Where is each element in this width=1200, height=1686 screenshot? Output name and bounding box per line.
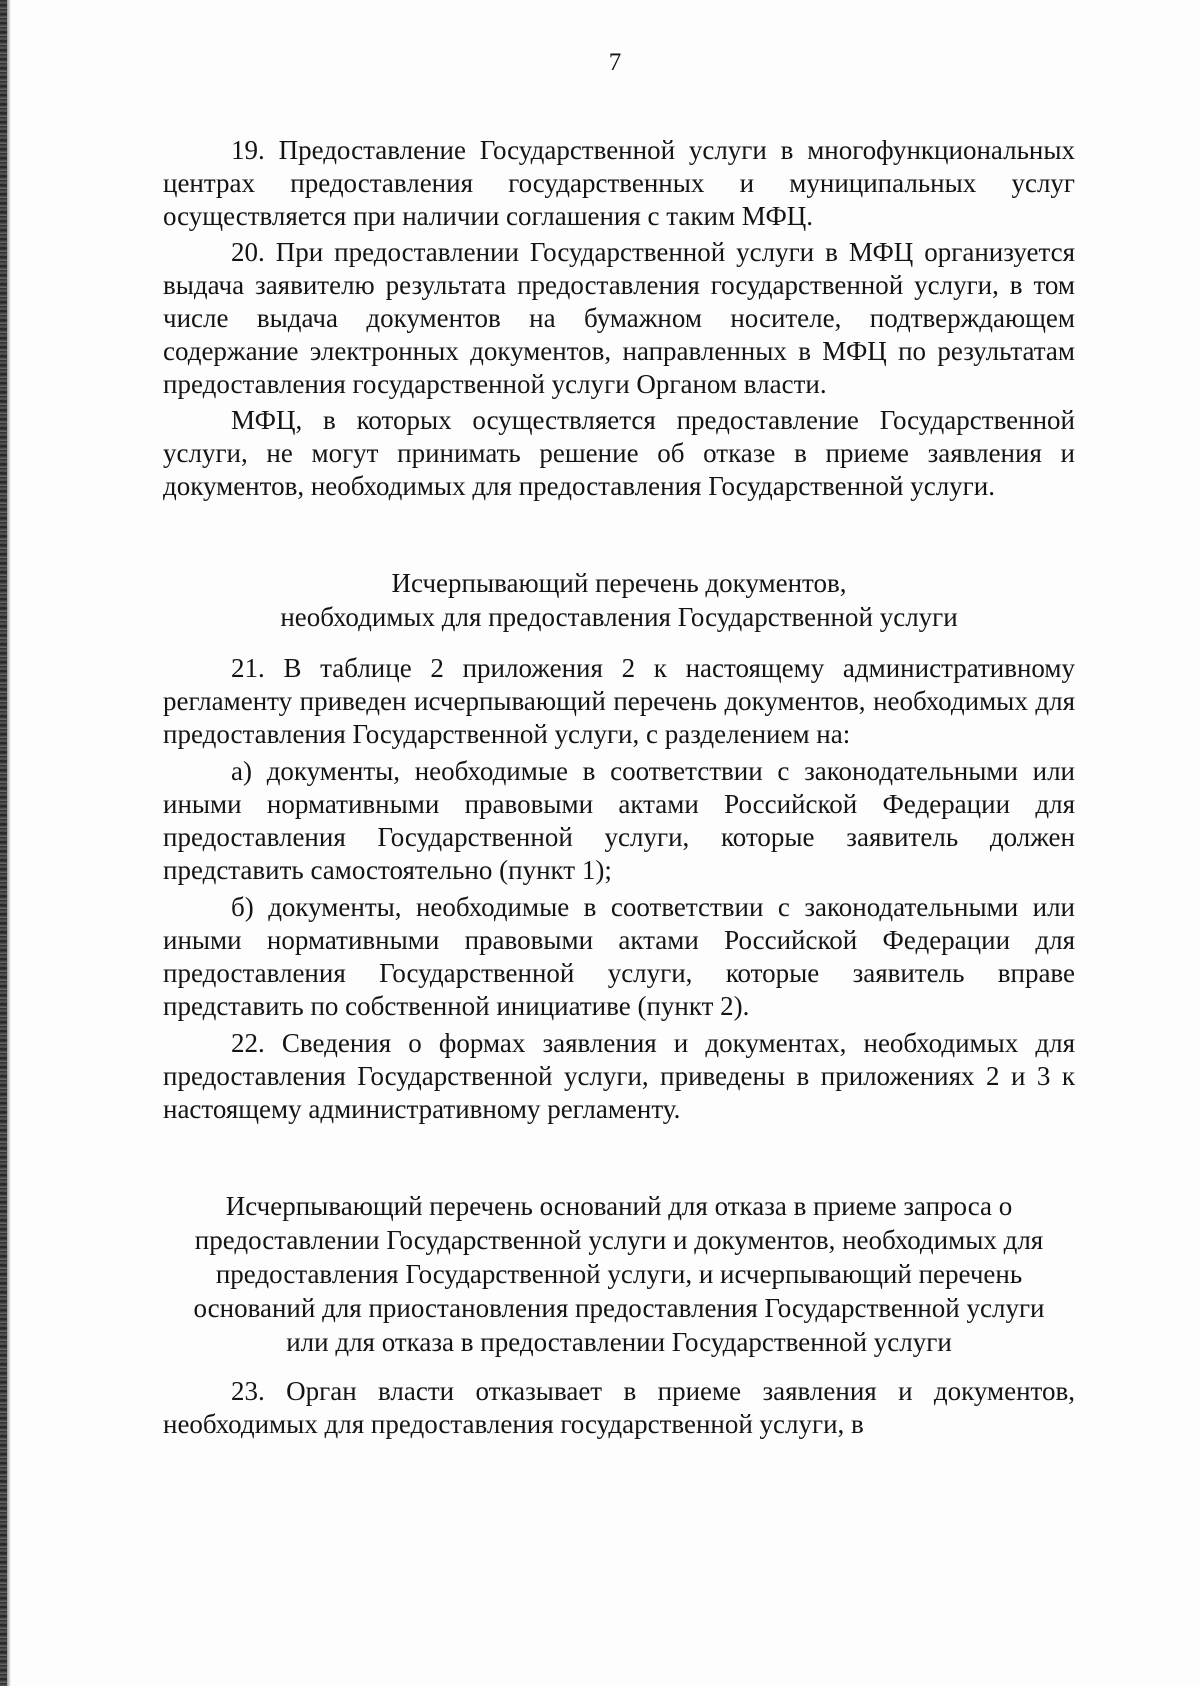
paragraph-22: 22. Сведения о формах заявления и документах, необходимых для предоставления Государственной услуги, приведены в приложениях 2 и 3 к настоящему административному регламенту. — [163, 1028, 1075, 1124]
heading-line: или для отказа в предоставлении Государственной услуги — [286, 1327, 952, 1357]
section-heading-refusal-grounds — [163, 1189, 1075, 1359]
page-number: 7 — [608, 49, 622, 76]
heading-line: предоставлении Государственной услуги и документов, необходимых для — [194, 1225, 1044, 1255]
section-heading-documents — [163, 566, 1075, 634]
paragraph-23: 23. Орган власти отказывает в приеме заявления и документов, необходимых для предоставления государственной услуги, в — [163, 1376, 1075, 1439]
scan-edge-shadow — [7, 0, 11, 1686]
heading-line: оснований для приостановления предоставления Государственной услуги — [193, 1293, 1045, 1323]
list-item-b: б) документы, необходимые в соответствии с законодательными или иными нормативными правовыми актами Российской Федерации для предоставления Государственной услуги, которые заявитель вправе представить по собственной инициативе (пункт 2). — [163, 892, 1075, 1021]
paragraph-21: 21. В таблице 2 приложения 2 к настоящему административному регламенту приведен исчерпывающий перечень документов, необходимых для предоставления Государственной услуги, с разделением на: — [163, 653, 1075, 749]
paragraph-19: 19. Предоставление Государственной услуги в многофункциональных центрах предоставления государственных и муниципальных услуг осуществляется при наличии соглашения с таким МФЦ. — [163, 135, 1075, 231]
list-item-a: а) документы, необходимые в соответствии с законодательными или иными нормативными правовыми актами Российской Федерации для предоставления Государственной услуги, которые заявитель должен представить самостоятельно (пункт 1); — [163, 756, 1075, 885]
scan-edge — [0, 0, 7, 1686]
heading-line: необходимых для предоставления Государственной услуги — [280, 602, 958, 632]
heading-line: предоставления Государственной услуги, и исчерпывающий перечень — [215, 1259, 1023, 1289]
paragraph-20: 20. При предоставлении Государственной услуги в МФЦ организуется выдача заявителю результата предоставления государственной услуги, в том числе выдача документов на бумажном носителе, подтверждающем содержание электронных документов, направленных в МФЦ по результатам предоставления государственной услуги Органом власти. — [163, 237, 1075, 399]
heading-line: Исчерпывающий перечень документов, — [391, 568, 847, 598]
heading-line: Исчерпывающий перечень оснований для отказа в приеме запроса о — [225, 1191, 1013, 1221]
paragraph-mfc-refusal: МФЦ, в которых осуществляется предоставление Государственной услуги, не могут принимать решение об отказе в приеме заявления и документов, необходимых для предоставления Государственной услуги. — [163, 405, 1075, 501]
document-body — [163, 134, 1075, 1441]
